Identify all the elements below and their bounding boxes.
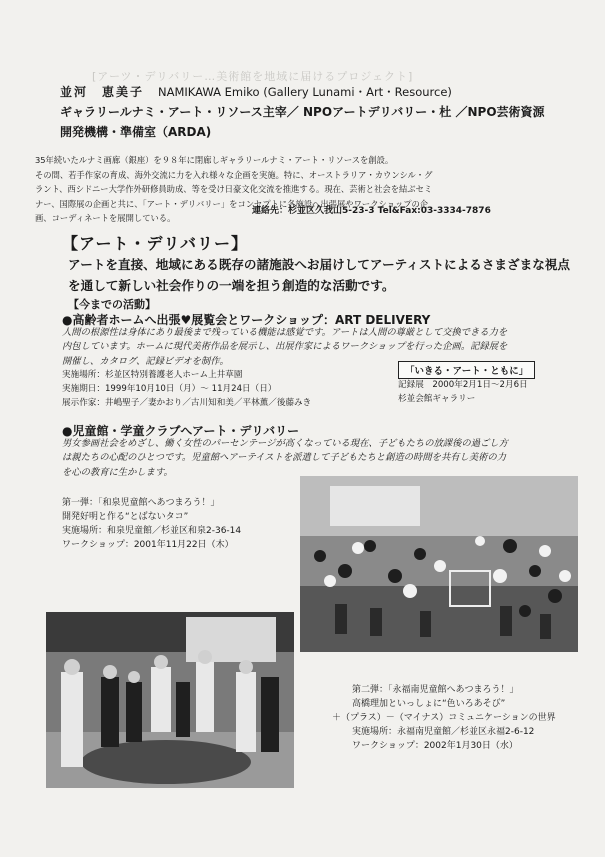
- activity1-venue: 実施場所：杉並区特別養護老人ホーム上井草園: [62, 370, 243, 380]
- lead-line: アートを直接、地域にある既存の諸施設へお届けしてアーティストによるさまざまな視点: [68, 257, 570, 272]
- event1-subtitle: 開発好明と作る“とばないタコ”: [62, 512, 189, 522]
- event1-date: ワークショップ：2001年11月22日（木）: [62, 540, 234, 550]
- record-venue: 杉並会館ギャラリー: [398, 394, 476, 405]
- balloon-photo-graphic: [300, 476, 578, 652]
- section-title: 【アート・デリバリー】: [62, 234, 249, 253]
- painting-photo-graphic: [46, 612, 294, 788]
- event1-title: 第一弾：「和泉児童館へあつまろう！」: [62, 498, 220, 508]
- event2-venue: 実施場所：永福南児童館／杉並区永福2-6-12: [352, 727, 535, 737]
- author-name-en: NAMIKAWA Emiko (Gallery Lunami・Art・Resource): [158, 85, 452, 99]
- activity2-desc: [62, 437, 508, 480]
- event1-caption: [62, 496, 241, 552]
- author-affiliations-1: ギャラリールナミ・アート・リソース主宰／ NPOアートデリバリー・杜 ／NPO芸術資源: [60, 105, 545, 119]
- faded-header: [アーツ・デリバリー…美術館を地域に届けるプロジェクト]: [92, 70, 414, 83]
- record-badge: 「いきる・アート・ともに」: [398, 361, 535, 379]
- desc-line: を心の教育に生かします。: [62, 466, 173, 478]
- desc-line: 男女参画社会をめざし、働く女性のパーセンテージが高くなっている現在、子どもたちの放課後の過ごし方: [62, 438, 508, 449]
- photo-balloon-workshop: [300, 476, 578, 652]
- contact-info: 連絡先：杉並区久我山5-23-3 Tel&Fax:03-3334-7876: [252, 206, 491, 216]
- desc-line: 開催し、カタログ、記録ビデオを制作。: [62, 355, 229, 367]
- history-heading: 【今までの活動】: [68, 298, 156, 311]
- lead-line: を通して新しい社会作りの一端を担う創造的な活動です。: [68, 278, 395, 293]
- bio-line: 画、コーディネートを展開している。: [35, 213, 176, 224]
- photo-painting-workshop: [46, 612, 294, 788]
- desc-line: 人間の根源性は身体にあり最後まで残っている機能は感覚です。アートは人間の尊厳として交換できる力を: [62, 327, 508, 338]
- bio-line: ラント、西シドニー大学作外研修員助成、等を受け日豪文化交流を推進する。現在、芸術と社会を結ぶセミ: [35, 184, 433, 195]
- desc-line: 内包しています。ホームに現代美術作品を展示し、出展作家によるワークショップを行った企画。記録展を: [62, 341, 508, 353]
- author-name-ja: 並河 恵美子: [60, 85, 145, 99]
- activity1-period: 実施期日：1999年10月10日（月）～ 11月24日（日）: [62, 384, 277, 395]
- bio-line: ナー、国際展の企画と共に、「アート・デリバリー」をコンセプトに各施設へ出張展やワークショップの企: [35, 198, 429, 209]
- event2-caption: [332, 683, 556, 753]
- activity1-details: [62, 368, 311, 411]
- event2-date: ワークショップ：2002年1月30日（水）: [352, 741, 518, 751]
- event2-theme: ＋（プラス）－（マイナス）コミュニケーションの世界: [332, 713, 556, 723]
- bio-line: その間、若手作家の育成、海外交流に力を入れ様々な企画を実施。特に、オーストラリア・カウンシル・グ: [35, 169, 433, 180]
- author-affiliations-2: 開発機構・準備室（ARDA): [60, 125, 212, 139]
- bio-line: 35年続いたルナミ画廊（銀座）を９８年に閉廊しギャラリールナミ・アート・リソースを創設。: [35, 155, 394, 165]
- section-lead: [68, 254, 568, 296]
- author-header: [60, 82, 580, 142]
- record-dates: 記録展 2000年2月1日～2月6日: [398, 380, 528, 390]
- event2-title: 第二弾：「永福南児童館へあつまろう！」: [352, 685, 519, 695]
- activity1-title: ●高齢者ホームへ出張♥展覧会とワークショップ：ART DELIVERY: [62, 313, 431, 327]
- activity2-title: ●児童館・学童クラブへアート・デリバリー: [62, 424, 300, 438]
- desc-line: は親たちの心配のひとつです。児童館へアーテイストを派遣して子どもたちと創造の時間を共有し美術の力: [62, 452, 507, 464]
- event1-venue: 実施場所：和泉児童館／杉並区和泉2-36-14: [62, 526, 242, 536]
- record-info: [398, 378, 528, 406]
- activity1-artists: 展示作家：井嶋聖子／妻かおり／古川知和美／平林薫／後藤みき: [62, 398, 312, 409]
- event2-subtitle: 高橋理加といっしょに“色いろあそび”: [352, 699, 506, 709]
